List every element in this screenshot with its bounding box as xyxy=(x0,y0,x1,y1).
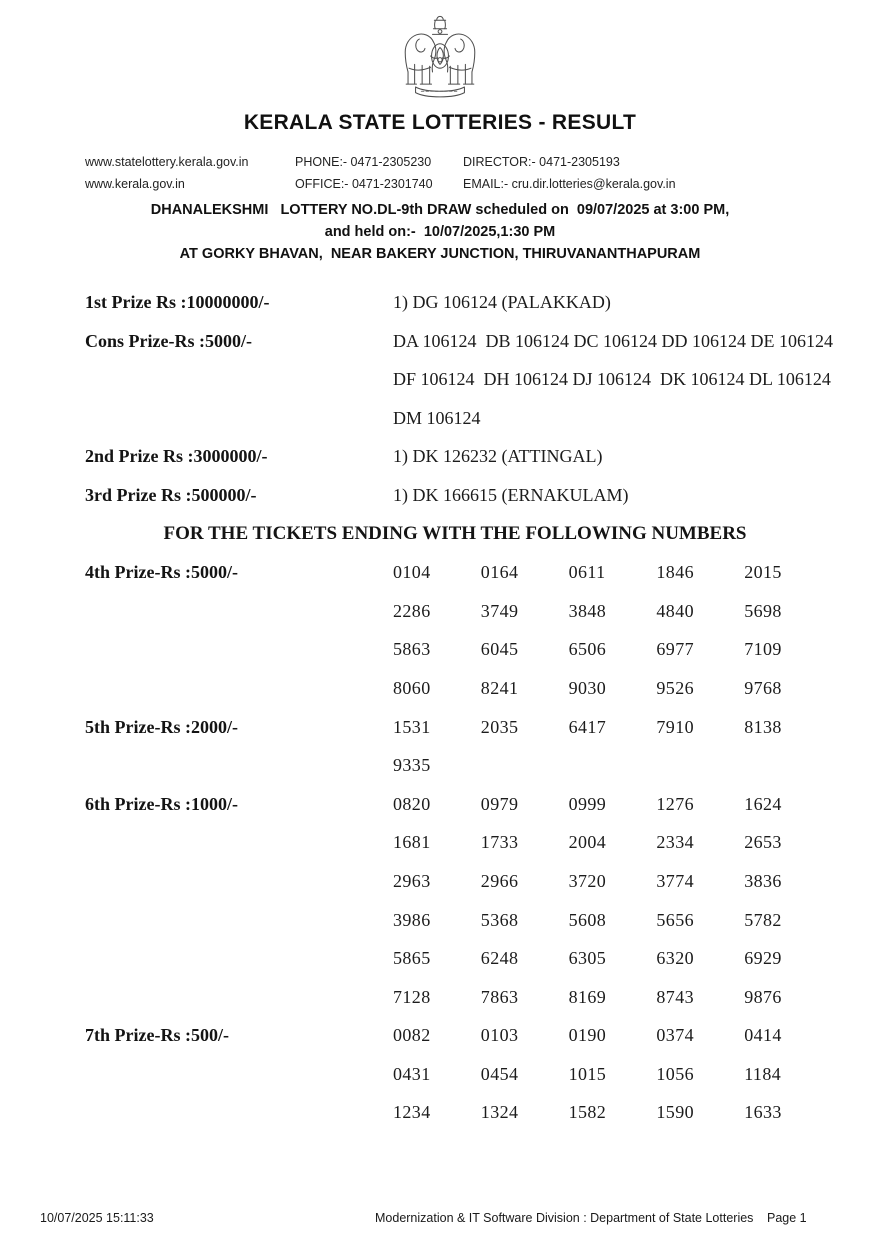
ticket-number: 5608 xyxy=(568,909,607,930)
fifth-prize-label: 5th Prize-Rs :2000/- xyxy=(85,716,238,737)
fifth-prize-numbers xyxy=(393,708,832,785)
fifth-prize-row xyxy=(0,708,880,785)
ticket-number: 1590 xyxy=(656,1102,694,1123)
cons-ticket-line: DF 106124 DH 106124 DJ 106124 DK 106124 DL 106124 xyxy=(393,369,831,390)
director-number: DIRECTOR:- 0471-2305193 xyxy=(463,155,620,169)
emblem-container xyxy=(0,6,880,105)
ticket-number: 0820 xyxy=(393,793,431,814)
sixth-prize-row xyxy=(0,785,880,1017)
ticket-number: 8138 xyxy=(744,716,782,737)
contact-row xyxy=(85,173,676,195)
seventh-prize-row xyxy=(0,1016,880,1132)
sixth-prize-numbers xyxy=(393,785,832,1017)
email-address: EMAIL:- cru.dir.lotteries@kerala.gov.in xyxy=(463,177,676,191)
ticket-number: 2653 xyxy=(744,832,782,853)
ticket-number: 9876 xyxy=(744,986,782,1007)
ticket-number: 1846 xyxy=(656,562,694,583)
ticket-number: 1733 xyxy=(480,832,519,853)
ticket-number: 8060 xyxy=(393,677,431,698)
ticket-number: 1056 xyxy=(656,1063,694,1084)
kerala-state-emblem-icon xyxy=(393,6,487,105)
ticket-number: 0190 xyxy=(568,1025,607,1046)
ticket-number: 5656 xyxy=(656,909,694,930)
ticket-number: 6977 xyxy=(656,639,694,660)
ticket-number: 5368 xyxy=(480,909,519,930)
ticket-number: 2334 xyxy=(656,832,694,853)
ticket-number: 0999 xyxy=(568,793,607,814)
ticket-number: 0164 xyxy=(480,562,519,583)
fourth-prize-row xyxy=(0,553,880,707)
cons-prize-results xyxy=(393,322,833,438)
prize-results xyxy=(0,283,880,1132)
seventh-prize-label: 7th Prize-Rs :500/- xyxy=(85,1025,229,1046)
ticket-number: 7128 xyxy=(393,986,431,1007)
contact-row xyxy=(85,151,676,173)
ticket-number: 7863 xyxy=(480,986,519,1007)
ticket-number: 3774 xyxy=(656,870,694,891)
phone-number: PHONE:- 0471-2305230 xyxy=(295,155,432,169)
ticket-number: 2004 xyxy=(568,832,607,853)
fourth-prize-label: 4th Prize-Rs :5000/- xyxy=(85,562,238,583)
ticket-number: 0454 xyxy=(480,1063,519,1084)
ticket-number: 1184 xyxy=(744,1063,782,1084)
ticket-number: 8743 xyxy=(656,986,694,1007)
ticket-number: 0082 xyxy=(393,1025,431,1046)
ticket-number: 6320 xyxy=(656,948,694,969)
ticket-number: 5865 xyxy=(393,948,431,969)
second-prize-label: 2nd Prize Rs :3000000/- xyxy=(85,446,268,467)
ticket-number: 9030 xyxy=(568,677,607,698)
third-prize-result: 1) DK 166615 (ERNAKULAM) xyxy=(393,484,629,505)
ticket-number: 3986 xyxy=(393,909,431,930)
ticket-number: 1324 xyxy=(480,1102,519,1123)
ticket-number: 2015 xyxy=(744,562,782,583)
cons-ticket-line: DA 106124 DB 106124 DC 106124 DD 106124 DE 106124 xyxy=(393,330,834,351)
ticket-number: 4840 xyxy=(656,600,694,621)
draw-venue-line: AT GORKY BHAVAN, NEAR BAKERY JUNCTION, THIRUVANANTHAPURAM xyxy=(179,246,701,262)
page-number: Page 1 xyxy=(767,1211,807,1225)
draw-held-line: and held on:- 10/07/2025,1:30 PM xyxy=(324,224,556,240)
ticket-number: 0414 xyxy=(744,1025,782,1046)
ticket-number: 1633 xyxy=(744,1102,782,1123)
ending-numbers-heading: FOR THE TICKETS ENDING WITH THE FOLLOWING NUMBERS xyxy=(163,522,747,544)
ticket-number: 6506 xyxy=(568,639,607,660)
ticket-number: 1015 xyxy=(568,1063,607,1084)
first-prize-result: 1) DG 106124 (PALAKKAD) xyxy=(393,292,611,312)
sixth-prize-label: 6th Prize-Rs :1000/- xyxy=(85,793,238,814)
ticket-number: 6305 xyxy=(568,948,607,969)
ticket-number: 1582 xyxy=(568,1102,607,1123)
ticket-number: 2966 xyxy=(480,870,519,891)
ticket-number: 8169 xyxy=(568,986,607,1007)
ticket-number: 0104 xyxy=(393,562,431,583)
ticket-number: 6248 xyxy=(480,948,519,969)
first-prize-row xyxy=(0,283,880,322)
third-prize-row xyxy=(0,476,880,515)
ticket-number: 1234 xyxy=(393,1102,431,1123)
ticket-number: 9335 xyxy=(393,755,431,776)
ticket-number: 6929 xyxy=(744,948,782,969)
ticket-number: 2286 xyxy=(393,600,431,621)
ticket-number: 2035 xyxy=(480,716,519,737)
fourth-prize-numbers xyxy=(393,553,832,707)
page-title: KERALA STATE LOTTERIES - RESULT xyxy=(243,111,637,134)
ticket-number: 3836 xyxy=(744,870,782,891)
ticket-number: 0374 xyxy=(656,1025,694,1046)
ticket-number: 5863 xyxy=(393,639,431,660)
ticket-number: 1681 xyxy=(393,832,431,853)
ticket-number: 3720 xyxy=(568,870,607,891)
website-kerala: www.kerala.gov.in xyxy=(85,177,185,191)
ticket-number: 1276 xyxy=(656,793,694,814)
ticket-number: 3749 xyxy=(480,600,519,621)
second-prize-row xyxy=(0,437,880,476)
ticket-number: 6417 xyxy=(568,716,607,737)
ticket-number: 0979 xyxy=(480,793,519,814)
third-prize-label: 3rd Prize Rs :500000/- xyxy=(85,484,257,505)
print-timestamp: 10/07/2025 15:11:33 xyxy=(40,1211,154,1225)
ticket-number: 1624 xyxy=(744,793,782,814)
ticket-number: 6045 xyxy=(480,639,519,660)
ticket-number: 0431 xyxy=(393,1063,431,1084)
ticket-number: 3848 xyxy=(568,600,607,621)
draw-info-block xyxy=(0,199,880,265)
contact-block xyxy=(85,151,676,195)
division-credit: Modernization & IT Software Division : Department of State Lotteries xyxy=(375,1211,754,1225)
ticket-number: 9526 xyxy=(656,677,694,698)
ticket-number: 9768 xyxy=(744,677,782,698)
ticket-number: 0611 xyxy=(568,562,606,583)
ticket-number: 8241 xyxy=(480,677,519,698)
office-number: OFFICE:- 0471-2301740 xyxy=(295,177,433,191)
cons-prize-label: Cons Prize-Rs :5000/- xyxy=(85,330,252,351)
ticket-number: 5782 xyxy=(744,909,782,930)
cons-ticket-line: DM 106124 xyxy=(393,407,481,428)
seventh-prize-numbers xyxy=(393,1016,832,1132)
ticket-number: 2963 xyxy=(393,870,431,891)
ticket-number: 0103 xyxy=(480,1025,519,1046)
ticket-number: 1531 xyxy=(393,716,431,737)
ticket-number: 7109 xyxy=(744,639,782,660)
website-statelottery: www.statelottery.kerala.gov.in xyxy=(85,155,249,169)
ticket-number: 7910 xyxy=(656,716,694,737)
draw-schedule-line: DHANALEKSHMI LOTTERY NO.DL-9th DRAW scheduled on 09/07/2025 at 3:00 PM, xyxy=(150,202,730,218)
ticket-number: 5698 xyxy=(744,600,782,621)
first-prize-label: 1st Prize Rs :10000000/- xyxy=(85,292,270,312)
cons-prize-row xyxy=(0,322,880,438)
second-prize-result: 1) DK 126232 (ATTINGAL) xyxy=(393,446,603,467)
